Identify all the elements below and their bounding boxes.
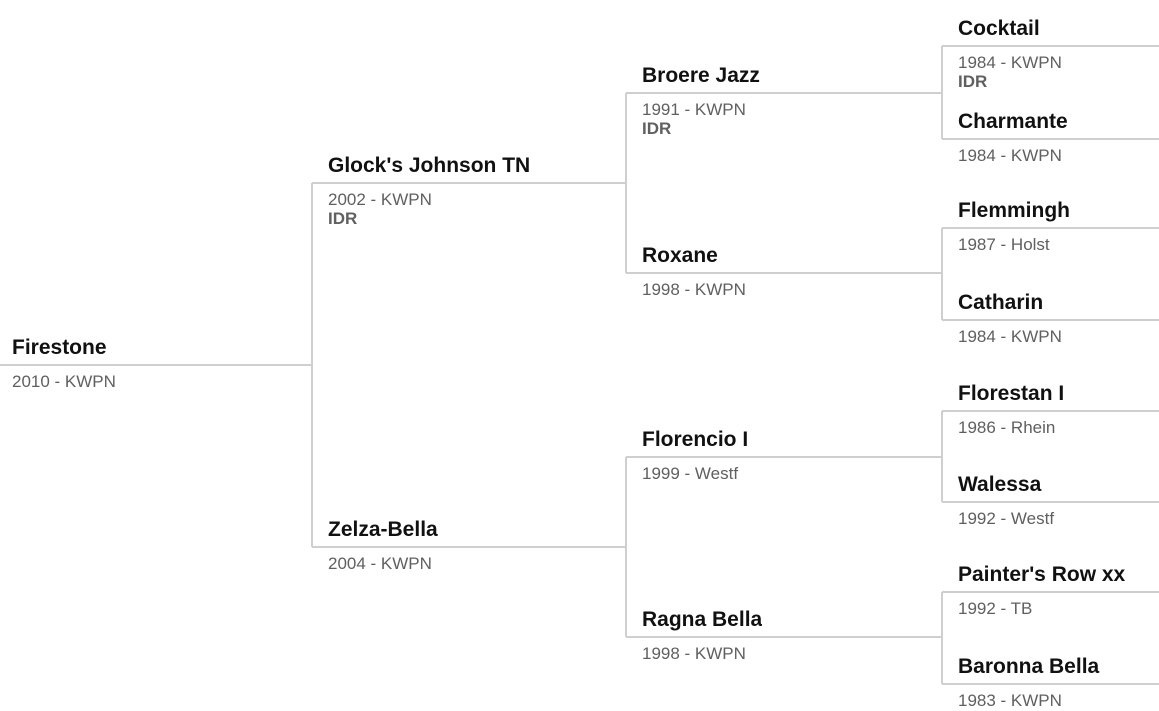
- idr-badge: IDR: [328, 209, 358, 229]
- horse-subject[interactable]: [12, 337, 116, 392]
- idr-badge: IDR: [642, 119, 672, 139]
- idr-badge: IDR: [958, 72, 988, 92]
- horse-name: Cocktail: [958, 18, 1040, 40]
- horse-name: Broere Jazz: [642, 65, 760, 87]
- horse-ss-dam[interactable]: [958, 111, 1159, 166]
- horse-dd-dam[interactable]: [958, 656, 1159, 711]
- horse-name: Florestan I: [958, 383, 1065, 405]
- horse-info: 1984 - KWPN: [958, 53, 1062, 72]
- horse-name: Walessa: [958, 474, 1042, 496]
- horse-dam-dam[interactable]: [642, 609, 762, 664]
- horse-sire-dam[interactable]: [642, 245, 746, 300]
- horse-info: 2002 - KWPN: [328, 190, 432, 209]
- horse-name: Baronna Bella: [958, 656, 1100, 678]
- horse-ds-sire[interactable]: [958, 383, 1159, 438]
- horse-info: 1983 - KWPN: [958, 691, 1062, 710]
- horse-name: Zelza-Bella: [328, 519, 438, 541]
- horse-info: 1992 - Westf: [958, 509, 1055, 528]
- horse-name: Firestone: [12, 337, 107, 359]
- horse-name: Catharin: [958, 292, 1044, 314]
- horse-ds-dam[interactable]: [958, 474, 1159, 529]
- horse-info: 1991 - KWPN: [642, 100, 746, 119]
- horse-info: 1999 - Westf: [642, 464, 739, 483]
- horse-name: Flemmingh: [958, 200, 1071, 222]
- horse-dam-sire[interactable]: [642, 429, 748, 484]
- horse-name: Charmante: [958, 111, 1068, 133]
- horse-info: 1998 - KWPN: [642, 644, 746, 663]
- horse-name: Roxane: [642, 245, 718, 267]
- horse-info: 1984 - KWPN: [958, 327, 1062, 346]
- horse-sire[interactable]: [328, 155, 530, 228]
- horse-info: 1986 - Rhein: [958, 418, 1056, 437]
- horse-info: 2010 - KWPN: [12, 372, 116, 391]
- horse-dd-sire[interactable]: [958, 564, 1159, 619]
- horse-info: 1998 - KWPN: [642, 280, 746, 299]
- horse-info: 1984 - KWPN: [958, 146, 1062, 165]
- horse-name: Painter's Row xx: [958, 564, 1126, 586]
- horse-ss-sire[interactable]: [958, 18, 1159, 91]
- horse-dam[interactable]: [328, 519, 438, 574]
- horse-info: 1987 - Holst: [958, 235, 1050, 254]
- horse-name: Glock's Johnson TN: [328, 155, 531, 177]
- horse-info: 2004 - KWPN: [328, 554, 432, 573]
- horse-name: Florencio I: [642, 429, 749, 451]
- horse-sd-sire[interactable]: [958, 200, 1159, 255]
- horse-sire-sire[interactable]: [642, 65, 760, 138]
- horse-name: Ragna Bella: [642, 609, 763, 631]
- horse-info: 1992 - TB: [958, 599, 1033, 618]
- horse-sd-dam[interactable]: [958, 292, 1159, 347]
